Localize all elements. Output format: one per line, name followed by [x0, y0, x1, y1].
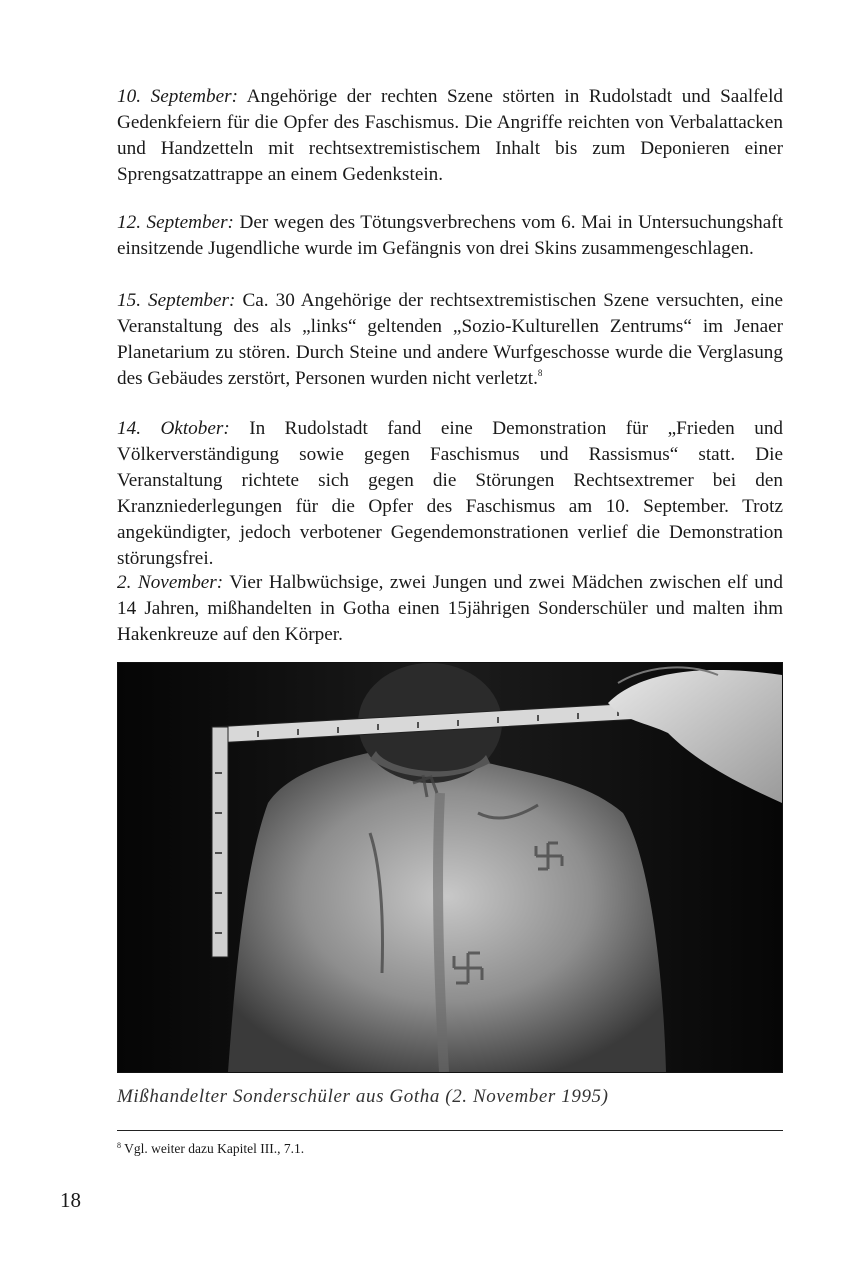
entry-text: Der wegen des Tötungsverbrechens vom 6. Mai in Untersuchungshaft einsitzende Jugendliche wurde im Gefängnis von drei Skins zusammengeschlagen.: [117, 212, 784, 259]
footnote-marker: 8: [117, 1141, 121, 1150]
entry-text: In Rudolstadt fand eine Demonstration für „Frieden und Völkerverständigung sowie gegen Faschismus und Rassismus“ statt. Die Veranstaltung richtete sich gegen die Störungen Rechtsextremer bei den Kranzniederlegungen für die Opfer des Faschismus am 10. September. Trotz angekündigter, jedoch verbotener Gegendemonstrationen verlief die Demonstration störungsfrei.: [117, 418, 784, 569]
figure-caption: Mißhandelter Sonderschüler aus Gotha (2. November 1995): [117, 1086, 609, 1107]
page-number: 18: [60, 1188, 81, 1212]
footnote-reference: 8: [537, 368, 543, 378]
photo-victim-back: [117, 662, 783, 1073]
entry-text: Ca. 30 Angehörige der rechtsextremistischen Szene versuchten, eine Veranstaltung des als „links“ geltenden „Sozio-Kulturellen Zentrums“ im Jenaer Planetarium zu stören. Durch Steine und andere Wurfgeschosse wurde die Verglasung des Gebäudes zerstört, Personen wurden nicht verletzt.: [117, 290, 783, 389]
footnote-text: Vgl. weiter dazu Kapitel III., 7.1.: [124, 1141, 305, 1156]
entry-12-september: [117, 210, 783, 262]
entry-date: 10. September:: [117, 86, 238, 107]
footnote: [117, 1141, 304, 1157]
entry-15-september: [117, 288, 783, 392]
entry-date: 2. November:: [117, 572, 224, 593]
footnote-divider: [117, 1130, 783, 1131]
entry-text: Angehörige der rechten Szene störten in Rudolstadt und Saalfeld Gedenkfeiern für die Opfer des Faschismus. Die Angriffe reichten von Verbalattacken und Handzetteln mit rechtsextremistischem Inhalt bis zum Deponieren einer Sprengsatzattrappe an einem Gedenkstein.: [117, 86, 783, 185]
entry-date: 14. Oktober:: [117, 418, 230, 439]
entry-2-november: [117, 570, 783, 648]
entry-date: 12. September:: [117, 212, 234, 233]
entry-10-september: [117, 84, 783, 188]
entry-text: Vier Halbwüchsige, zwei Jungen und zwei Mädchen zwischen elf und 14 Jahren, mißhandelten in Gotha einen 15jährigen Sonderschüler und malten ihm Hakenkreuze auf den Körper.: [117, 572, 783, 645]
photo-illustration: [118, 663, 782, 1072]
entry-date: 15. September:: [117, 290, 236, 311]
entry-14-oktober: [117, 416, 783, 572]
